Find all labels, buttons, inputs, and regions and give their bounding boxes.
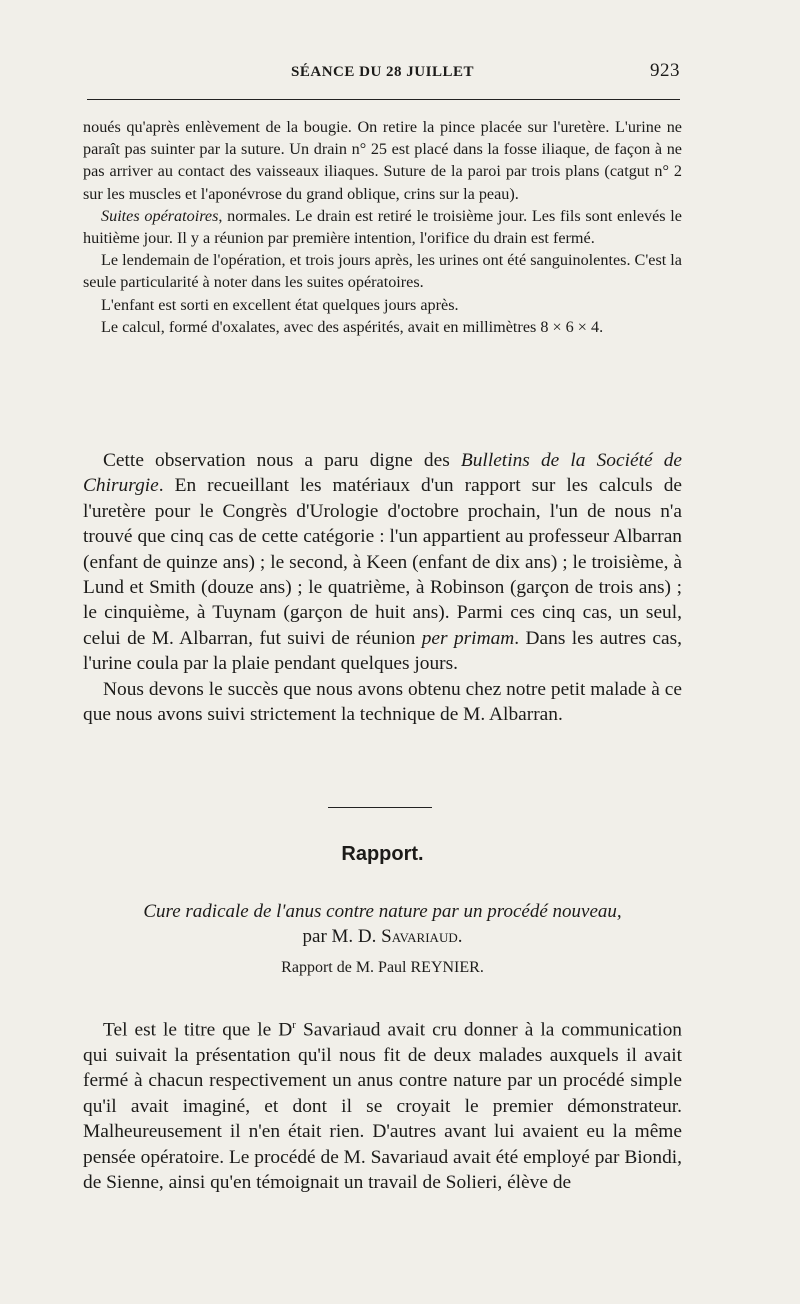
author-name: Savariaud bbox=[381, 926, 458, 947]
paragraph: Le calcul, formé d'oxalates, avec des aspérités, avait en millimètres 8 × 6 × 4. bbox=[101, 317, 604, 336]
paragraph-text: Tel est le titre que le D bbox=[103, 1019, 293, 1041]
running-head bbox=[83, 60, 682, 84]
paragraph: Nous devons le succès que nous avons obtenu chez notre petit malade à ce que nous avons suivi strictement la technique de M. Albarran. bbox=[83, 678, 682, 726]
paragraph-text: . En recueillant les matériaux d'un rapport sur les calculs de l'uretère pour le Congrès d'Urologie d'octobre prochain, l'un de nous n'a trouvé que cinq cas de cette catégorie : l'un appartient au professeur Albarran (enfant de quinze ans) ; le second, à Keen (enfant de dix ans) ; le troisième, à Lund et Smith (douze ans) ; le quatrième, à Robinson (garçon de trois ans) ; le cinquième, à Tuynam (garçon de huit ans). Parmi ces cinq cas, un seul, celui de M. Albarran, fut suivi de réunion bbox=[83, 475, 682, 649]
subtitle-by: par M. D. bbox=[302, 926, 382, 947]
subtitle-title: Cure radicale de l'anus contre nature par un procédé nouveau, bbox=[143, 901, 622, 922]
subtitle-author-line bbox=[83, 924, 682, 949]
superscript: r bbox=[292, 1019, 296, 1031]
header-rule bbox=[87, 99, 680, 100]
paragraph-text: Cette observation nous a paru digne des bbox=[103, 450, 461, 471]
italic-term: Bulletins de la Société de Chirurgie bbox=[83, 450, 682, 497]
paragraph bbox=[83, 1013, 682, 1195]
section-title: Rapport. bbox=[341, 843, 424, 865]
running-head-title: SÉANCE DU 28 JUILLET bbox=[291, 64, 474, 80]
italic-term: per primam bbox=[421, 627, 515, 649]
italic-term: Suites opératoires bbox=[101, 206, 219, 225]
paragraph: L'enfant est sorti en excellent état quelques jours après. bbox=[101, 295, 459, 314]
report-body bbox=[83, 1013, 682, 1195]
commentary-text bbox=[83, 448, 682, 727]
paragraph-text: , normales. Le drain est retiré le troisième jour. Les fils sont enlevés le huitième jour. Il y a réunion par première intention, l'orifice du drain est fermé. bbox=[83, 206, 682, 248]
observation-text bbox=[83, 116, 682, 338]
page-number: 923 bbox=[650, 60, 680, 81]
paragraph: noués qu'après enlèvement de la bougie. On retire la pince placée sur l'uretère. L'urine ne paraît pas suinter par la suture. Un drain n° 25 est placé dans la fosse iliaque, de façon à ne pas arriver au contact des vaisseaux iliaques. Suture de la paroi par trois plans (catgut n° 2 sur les muscles et l'aponévrose du grand oblique, crins sur la peau). bbox=[83, 118, 682, 203]
paragraph-text: . Dans les autres cas, l'urine coula par la plaie pendant quelques jours. bbox=[83, 627, 682, 675]
paragraph-text: Savariaud avait cru donner à la communication qui suivait la présentation qu'il nous fit de deux malades auxquels il avait fermé à chacun respectivement un anus contre nature par un procédé simple qu'il avait imaginé, et dont il se croyait le premier démonstrateur. Malheureusement il n'en était rien. D'autres avant lui avaient eu la même pensée opératoire. Le procédé de M. Savariaud avait été employé par Biondi, de Sienne, ainsi qu'en témoignait un travail de Solieri, élève de bbox=[83, 1019, 683, 1193]
paragraph bbox=[83, 205, 682, 249]
report-subtitle bbox=[83, 899, 682, 949]
paragraph bbox=[83, 448, 682, 677]
subtitle-end: . bbox=[457, 926, 463, 947]
report-byline: Rapport de M. Paul REYNIER. bbox=[281, 959, 484, 976]
section-divider bbox=[328, 807, 432, 808]
paragraph: Le lendemain de l'opération, et trois jours après, les urines ont été sanguinolentes. C'est la seule particularité à noter dans les suites opératoires. bbox=[83, 251, 682, 292]
